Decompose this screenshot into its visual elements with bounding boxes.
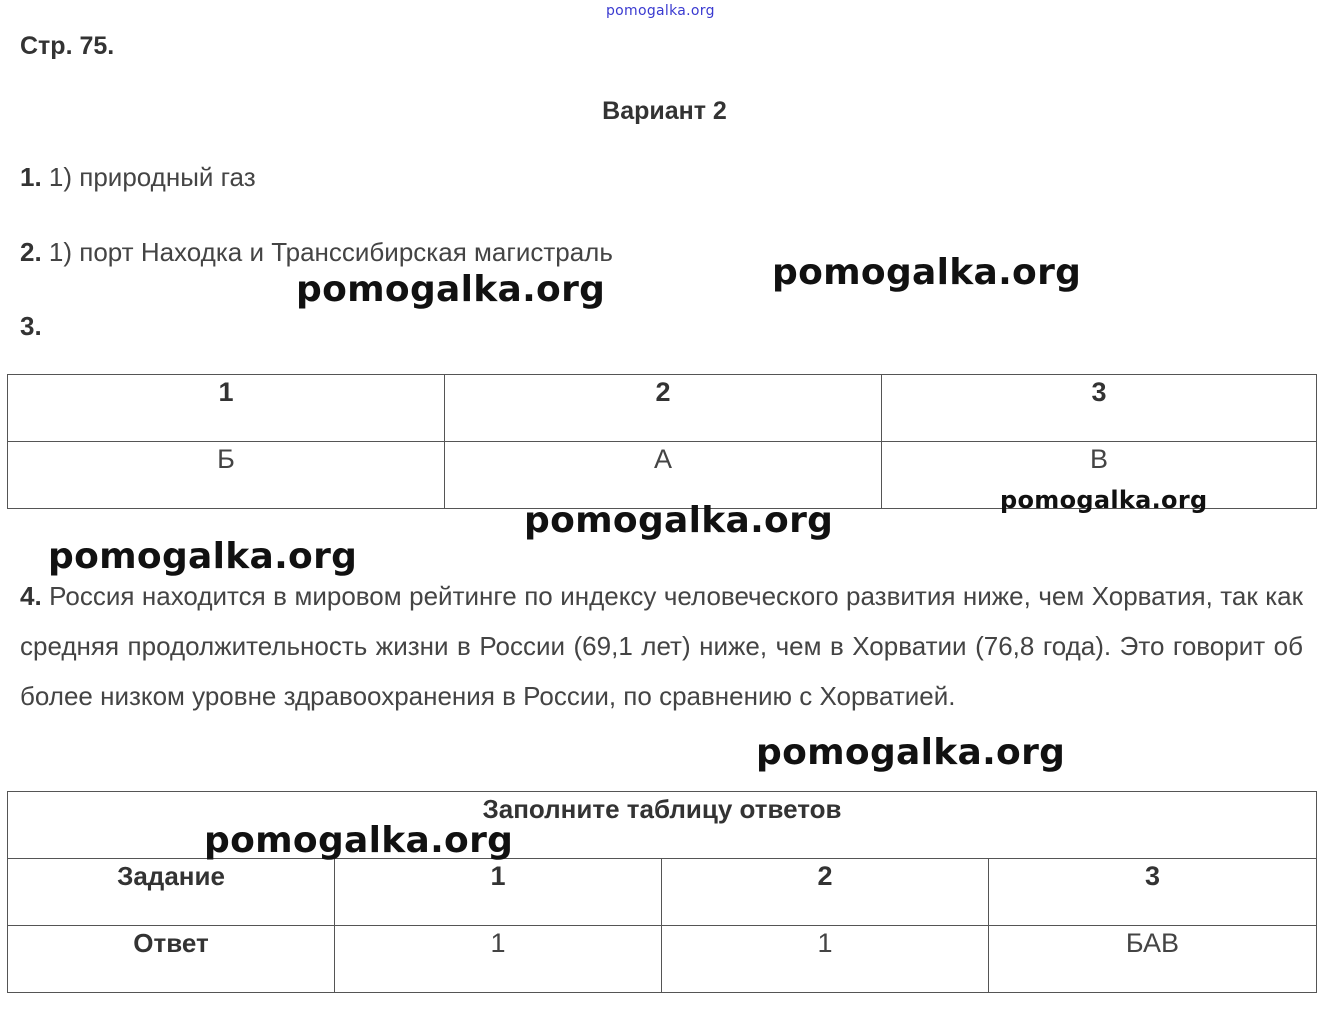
variant-title: Вариант 2 (602, 97, 727, 125)
answer-2 (20, 237, 613, 268)
answer-2-text: 1) порт Находка и Транссибирская магистраль (41, 237, 613, 267)
task-number-cell: 1 (335, 859, 662, 926)
match-table-header-row (8, 375, 1317, 442)
match-header-cell: 1 (8, 375, 445, 442)
watermark: pomogalka.org (48, 536, 358, 577)
summary-answer-row (8, 926, 1317, 993)
answer-4-number: 4. (20, 581, 42, 611)
match-value-cell: Б (8, 442, 445, 509)
answer-1-text: 1) природный газ (41, 162, 256, 192)
answer-value-cell: 1 (662, 926, 989, 993)
answer-1-number: 1. (20, 162, 42, 192)
watermark: pomogalka.org (296, 269, 606, 310)
answer-value-cell: 1 (335, 926, 662, 993)
match-header-cell: 3 (882, 375, 1317, 442)
answer-1 (20, 162, 256, 193)
match-value-cell: А (445, 442, 882, 509)
watermark: pomogalka.org (524, 500, 834, 541)
watermark-top: pomogalka.org (606, 3, 715, 19)
match-value-cell: В (882, 442, 1317, 509)
answer-label-cell: Ответ (8, 926, 335, 993)
answer-4 (20, 571, 1303, 721)
summary-task-row (8, 859, 1317, 926)
task-label-cell: Задание (8, 859, 335, 926)
summary-table-title: Заполните таблицу ответов (8, 792, 1317, 859)
answer-value-cell: БАВ (989, 926, 1317, 993)
watermark: pomogalka.org (756, 732, 1066, 773)
page-label: Стр. 75. (20, 32, 115, 60)
watermark: pomogalka.org (204, 820, 514, 861)
answer-3-number: 3. (20, 311, 42, 341)
answer-2-number: 2. (20, 237, 42, 267)
watermark: pomogalka.org (1000, 486, 1208, 514)
answer-3 (20, 311, 42, 342)
task-number-cell: 3 (989, 859, 1317, 926)
match-header-cell: 2 (445, 375, 882, 442)
task-number-cell: 2 (662, 859, 989, 926)
answer-4-text: Россия находится в мировом рейтинге по индексу человеческого развития ниже, чем Хорватия, так как средняя продолжительность жизни в России (69,1 лет) ниже, чем в Хорватии (76,8 года). Это говорит об более низком уровне здравоохранения в России, по сравнению с Хорватией. (20, 581, 1303, 711)
watermark: pomogalka.org (772, 252, 1082, 293)
